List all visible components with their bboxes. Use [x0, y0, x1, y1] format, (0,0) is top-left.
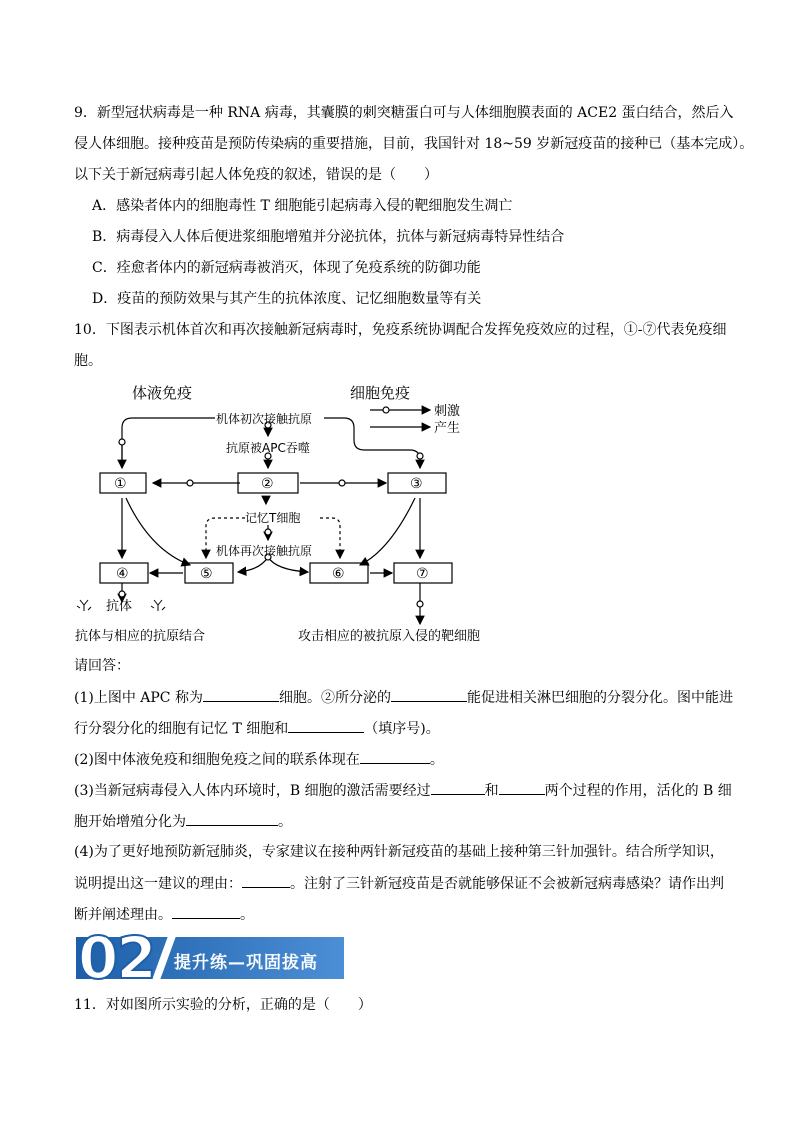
banner-number: 02 [78, 924, 155, 992]
banner-title: 提升练—巩固拔高 [174, 953, 318, 973]
q9-option-d: D．疫苗的预防效果与其产生的抗体浓度、记忆细胞数量等有关 [92, 291, 482, 307]
q10-part-3-line-2: 胞开始增殖分化为 。 [74, 811, 292, 832]
cell-6-label: ⑥ [332, 566, 345, 582]
answer-blank[interactable] [242, 873, 290, 888]
cell-1-label: ① [114, 476, 127, 492]
apc-label: 抗原被APC吞噬 [226, 441, 310, 455]
q10-stem-line-2: 胞。 [74, 353, 102, 369]
q10-part-1-line-1: (1)上图中 APC 称为 细胞。②所分泌的 能促进相关淋巴细胞的分裂分化。图中能进 [74, 687, 733, 708]
humoral-immunity-label: 体液免疫 [132, 384, 193, 402]
q9-option-a: A．感染者体内的细胞毒性 T 细胞能引起病毒入侵的靶细胞发生凋亡 [92, 198, 513, 214]
answer-blank[interactable] [172, 904, 240, 919]
q10-stem-line-1: 10．下图表示机体首次和再次接触新冠病毒时，免疫系统协调配合发挥免疫效应的过程，①-⑦代表免疫细 [74, 322, 727, 338]
q9-option-c: C．痊愈者体内的新冠病毒被消灭，体现了免疫系统的防御功能 [92, 260, 481, 276]
line-first-contact-to-cell-3 [324, 418, 420, 468]
cell-4-label: ④ [116, 566, 129, 582]
immune-process-diagram [70, 380, 510, 650]
q10-part-4-line-3: 断并阐述理由。 。 [74, 904, 254, 925]
answer-blank[interactable] [360, 749, 430, 764]
q9-stem-line-2: 侵人体细胞。接种疫苗是预防传染病的重要措施，目前，我国针对 18~59 岁新冠疫苗的接种已（基本完成）。 [74, 136, 754, 152]
cell-2-label: ② [261, 476, 274, 492]
first-contact-label: 机体初次接触抗原 [216, 412, 313, 426]
answer-blank[interactable] [499, 780, 545, 795]
answer-blank[interactable] [391, 687, 467, 702]
cell-7-label: ⑦ [416, 566, 429, 582]
q10-part-2: (2)图中体液免疫和细胞免疫之间的联系体现在 。 [74, 749, 444, 770]
answer-blank[interactable] [288, 718, 364, 733]
answer-intro: 请回答： [74, 658, 130, 674]
q9-option-b: B．病毒侵入人体后便进浆细胞增殖并分泌抗体，抗体与新冠病毒特异性结合 [92, 229, 565, 245]
cell-5-label: ⑤ [200, 566, 213, 582]
q11-stem: 11．对如图所示实验的分析，正确的是（ ） [74, 997, 372, 1013]
antibody-binding-label: 抗体与相应的抗原结合 [75, 629, 206, 644]
answer-blank[interactable] [186, 811, 278, 826]
second-contact-label: 机体再次接触抗原 [216, 544, 313, 558]
cellular-immunity-label: 细胞免疫 [350, 384, 411, 402]
q9-stem-line-1: 9．新型冠状病毒是一种 RNA 病毒，其囊膜的刺突糖蛋白可与人体细胞膜表面的 ACE2 蛋白结合，然后入 [74, 105, 734, 121]
section-banner [76, 924, 344, 992]
cell-3-label: ③ [410, 476, 423, 492]
q9-stem-line-3: 以下关于新冠病毒引起人体免疫的叙述，错误的是（ ） [74, 167, 438, 183]
line-first-contact-to-cell-1 [122, 418, 215, 468]
q10-part-4-line-1: (4)为了更好地预防新冠肺炎，专家建议在接种两针新冠疫苗的基础上接种第三针加强针。结合所学知识， [74, 844, 724, 860]
answer-blank[interactable] [203, 687, 279, 702]
antibody-label: 抗体 [106, 599, 133, 614]
legend-produce-label: 产生 [434, 421, 461, 436]
memory-t-label: 记忆T细胞 [245, 511, 301, 525]
q10-part-4-line-2: 说明提出这一建议的理由： 。注射了三针新冠疫苗是否就能够保证不会被新冠病毒感染？请作出判 [74, 873, 724, 894]
answer-blank[interactable] [431, 780, 485, 795]
q10-part-3-line-1: (3)当新冠病毒侵入人体内环境时，B 细胞的激活需要经过 和 两个过程的作用，活化的 B 细 [74, 780, 732, 801]
attack-target-label: 攻击相应的被抗原入侵的靶细胞 [298, 629, 481, 644]
q10-part-1-line-2: 行分裂分化的细胞有记忆 T 细胞和 （填序号)。 [74, 718, 440, 739]
legend-stimulate-label: 刺激 [434, 404, 461, 419]
